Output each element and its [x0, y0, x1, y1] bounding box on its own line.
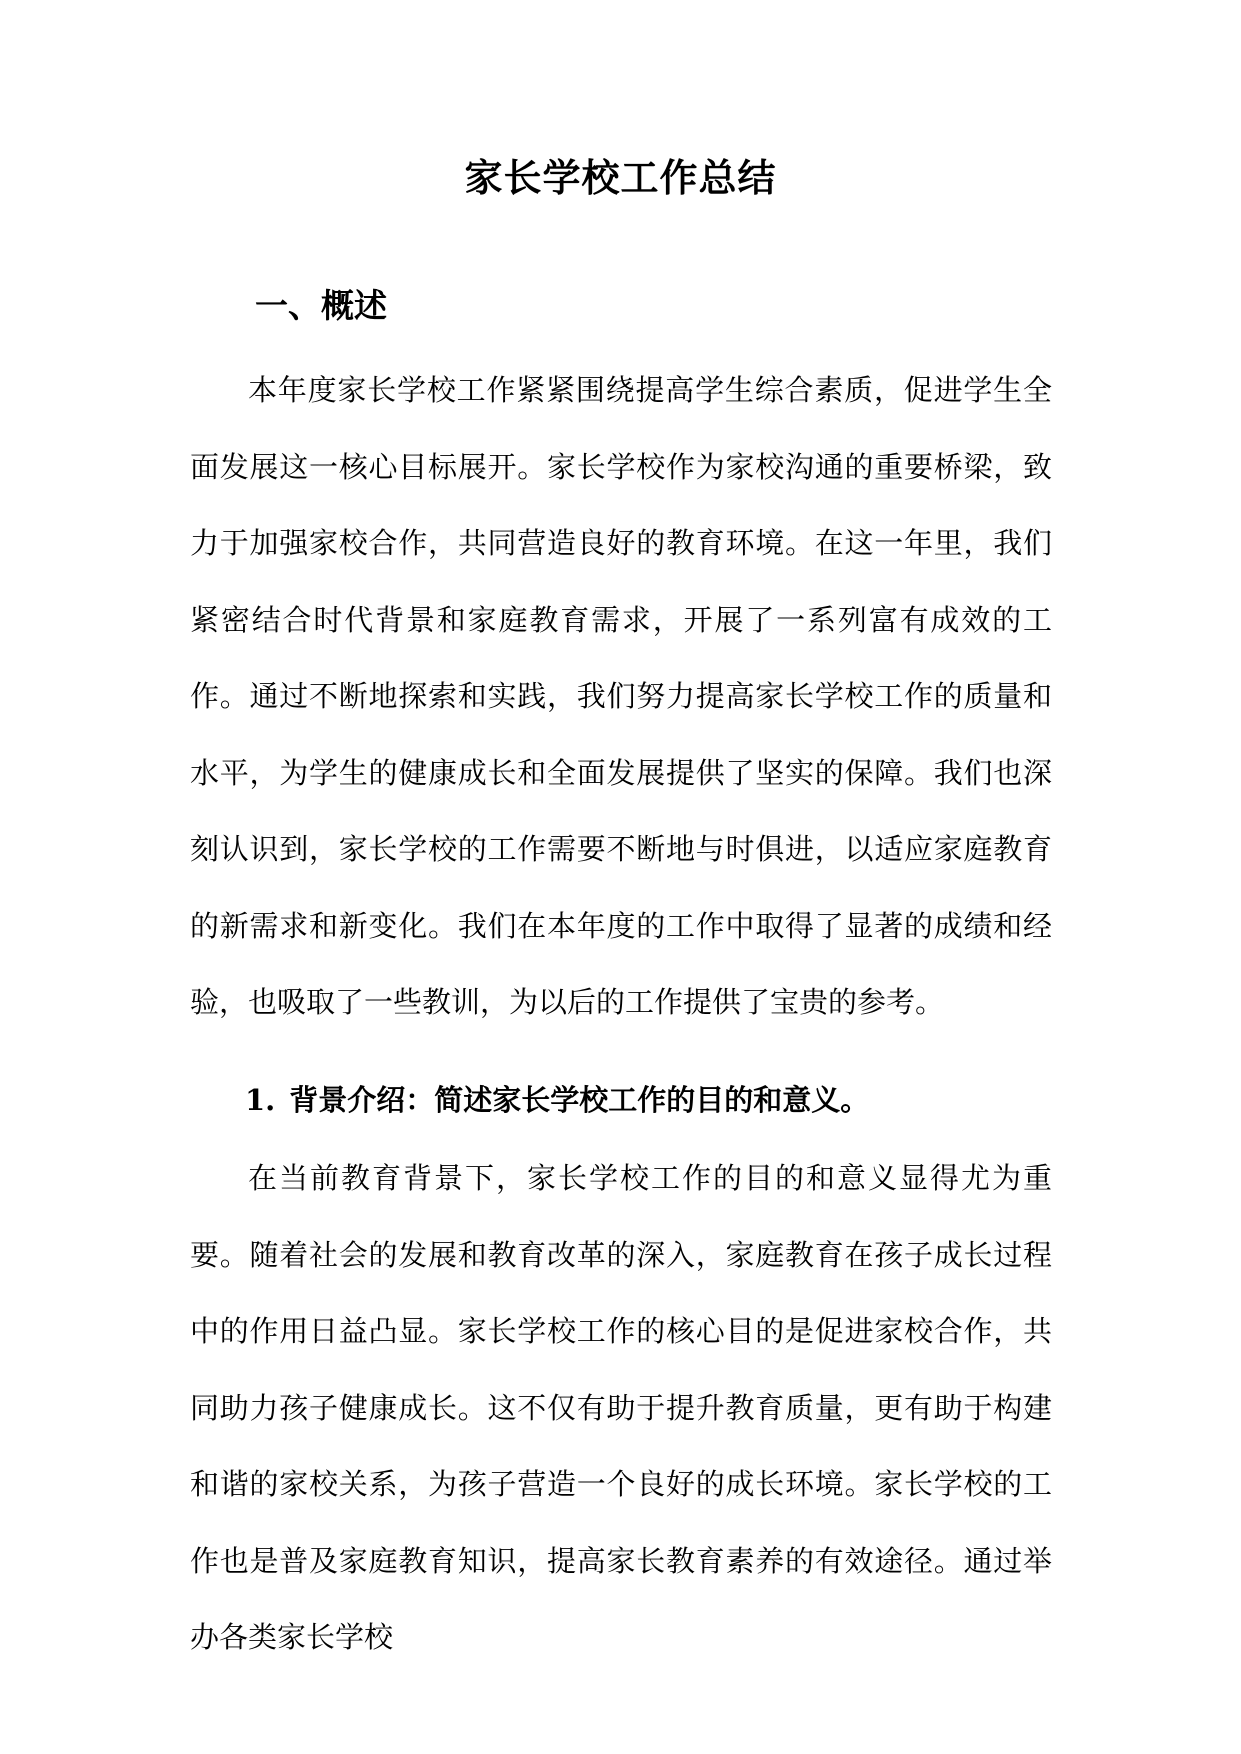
- background-paragraph: 在当前教育背景下，家长学校工作的目的和意义显得尤为重要。随着社会的发展和教育改革的深入，家庭教育在孩子成长过程中的作用日益凸显。家长学校工作的核心目的是促进家校合作，共同助力孩子健康成长。这不仅有助于提升教育质量，更有助于构建和谐的家校关系，为孩子营造一个良好的成长环境。家长学校的工作也是普及家庭教育知识，提高家长教育素养的有效途径。通过举办各类家长学校: [190, 1161, 1052, 1654]
- subsection-heading-text: 背景介绍：简述家长学校工作的目的和意义。: [289, 1083, 870, 1117]
- subsection-heading-background: [245, 1072, 869, 1128]
- overview-paragraph: 本年度家长学校工作紧紧围绕提高学生综合素质，促进学生全面发展这一核心目标展开。家长学校作为家校沟通的重要桥梁，致力于加强家校合作，共同营造良好的教育环境。在这一年里，我们紧密结合时代背景和家庭教育需求，开展了一系列富有成效的工作。通过不断地探索和实践，我们努力提高家长学校工作的质量和水平，为学生的健康成长和全面发展提供了坚实的保障。我们也深刻认识到，家长学校的工作需要不断地与时俱进，以适应家庭教育的新需求和新变化。我们在本年度的工作中取得了显著的成绩和经验，也吸取了一些教训，为以后的工作提供了宝贵的参考。: [190, 373, 1052, 1019]
- section-heading-overview: 一、概述: [255, 286, 387, 325]
- subsection-number: 1.: [245, 1083, 276, 1117]
- document-title: 家长学校工作总结: [464, 155, 777, 200]
